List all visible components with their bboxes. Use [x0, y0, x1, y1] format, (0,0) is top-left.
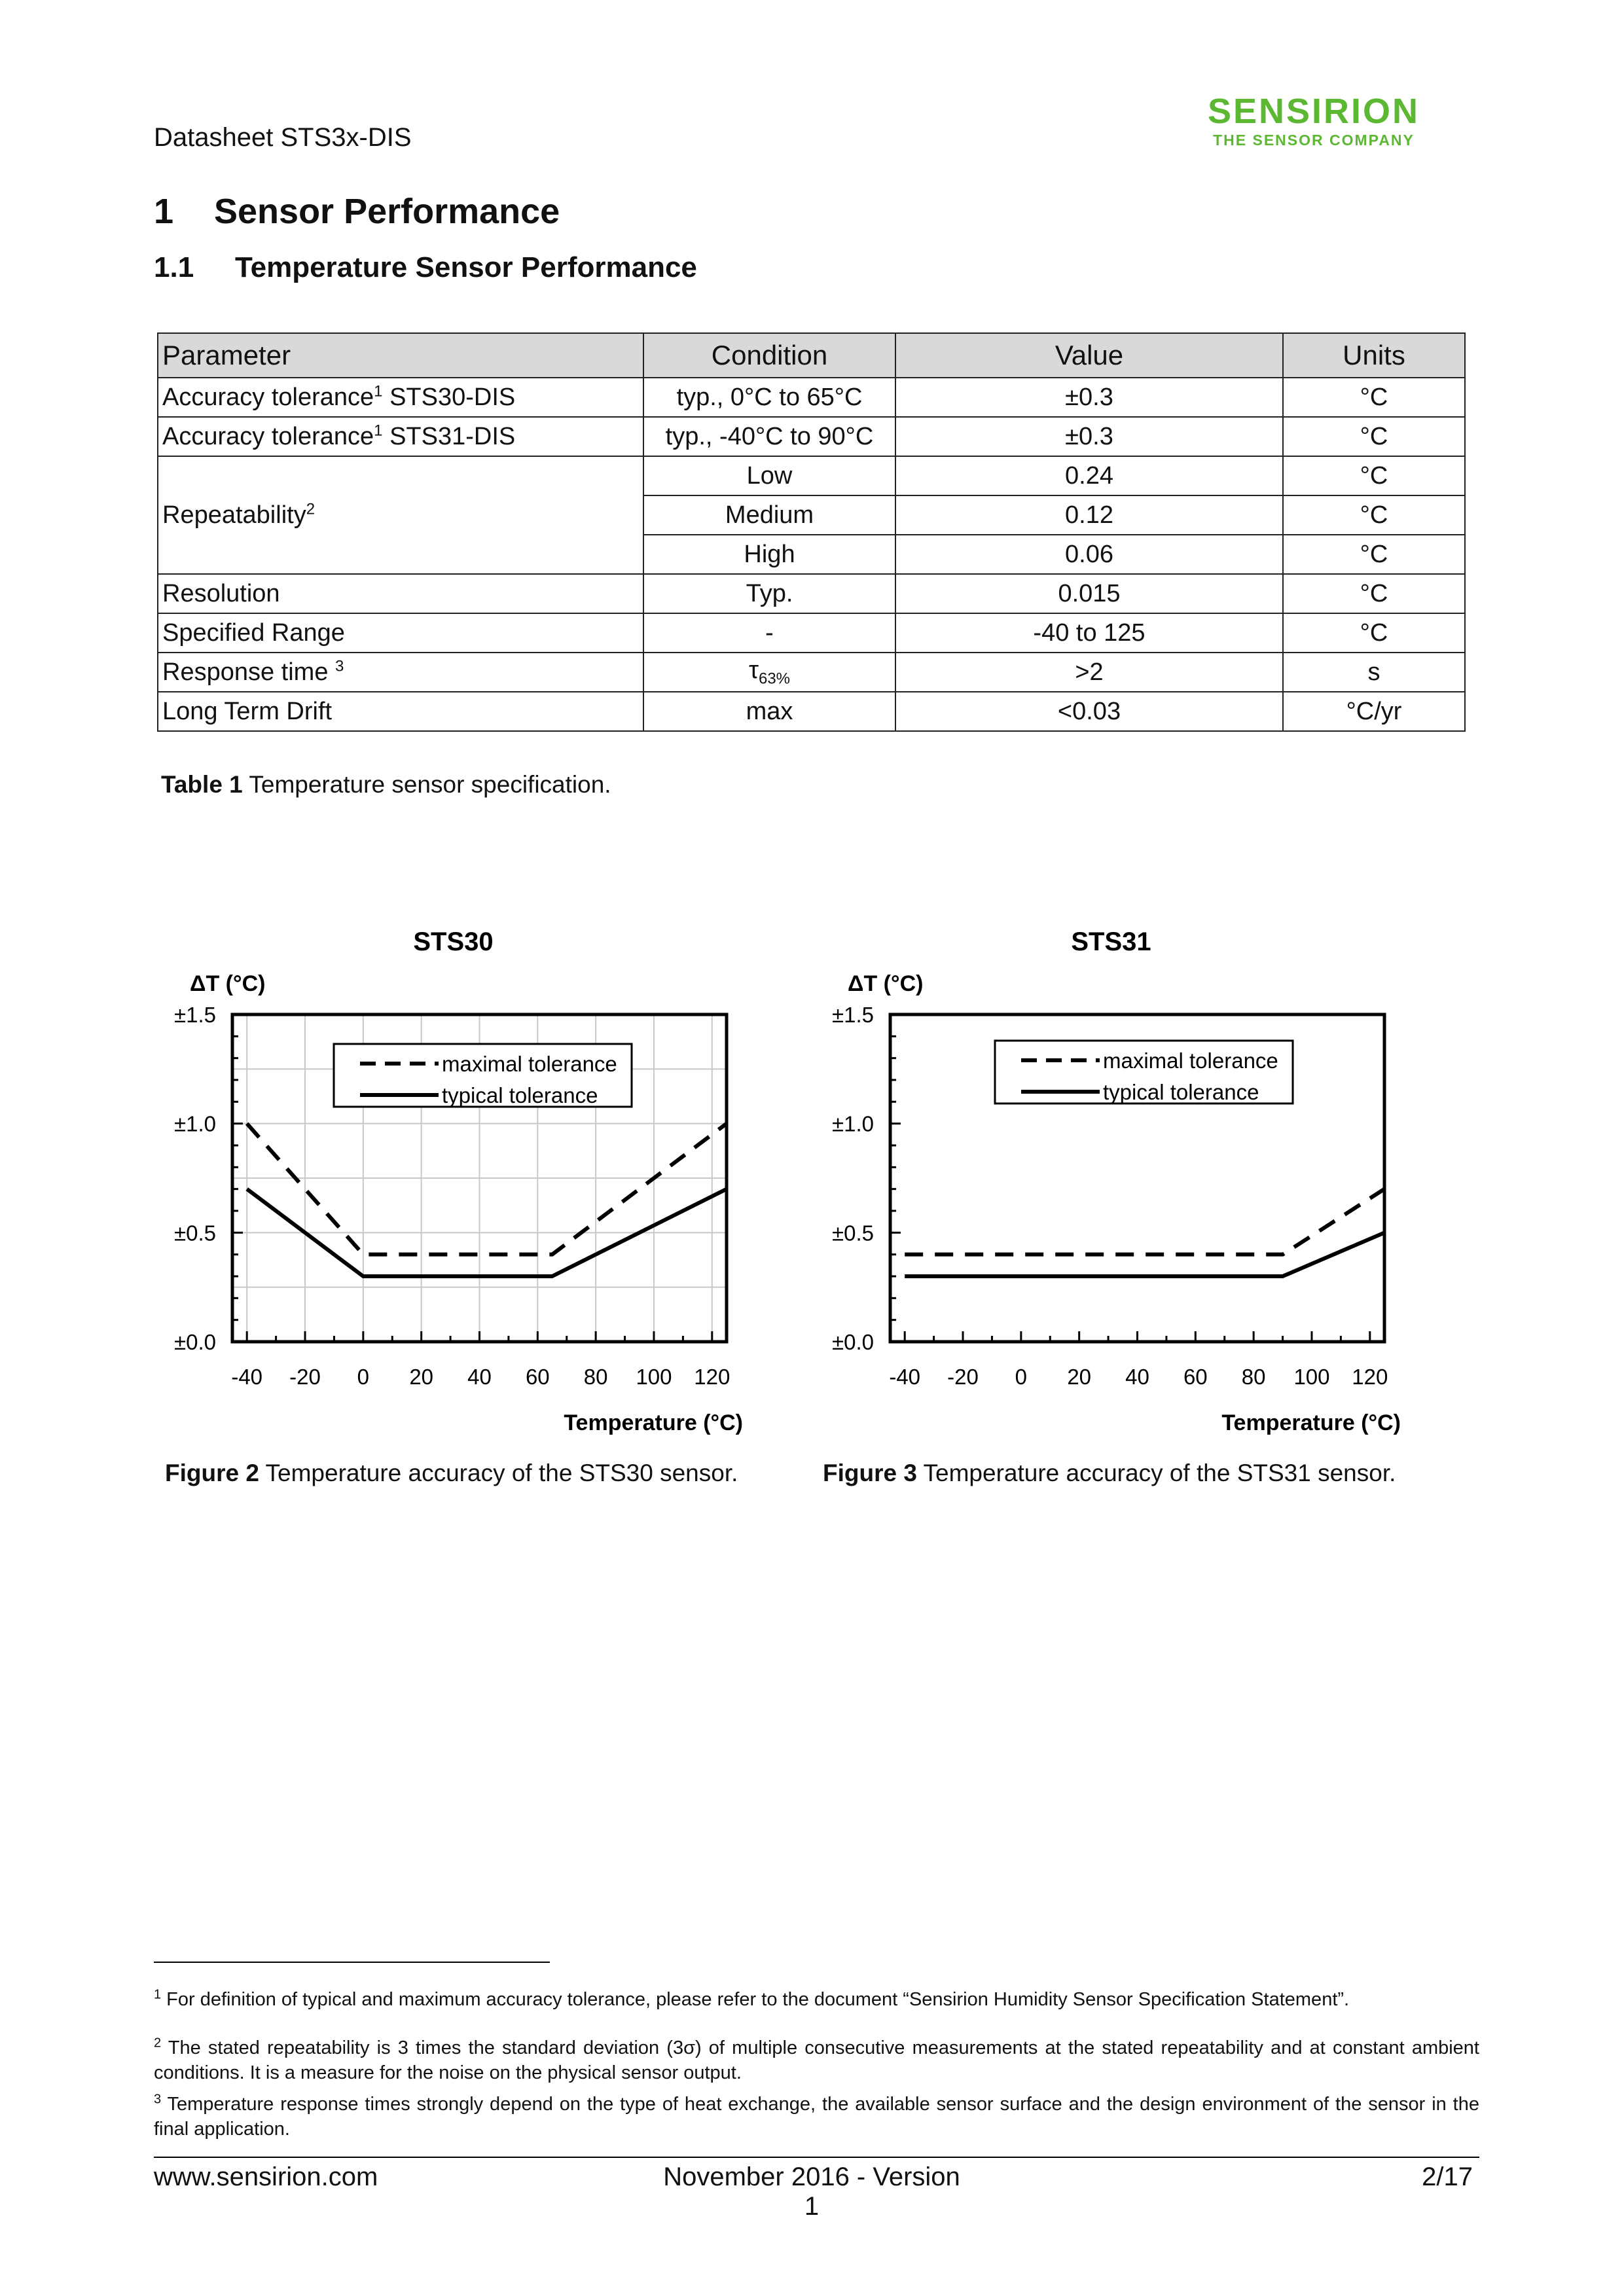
param-cell: Response time $^3$: [158, 653, 643, 692]
y-tick-label: ±1.0: [174, 1111, 216, 1136]
x-tick-label: 40: [1125, 1365, 1149, 1389]
x-tick-label: -40: [231, 1365, 263, 1389]
units-cell: °C: [1283, 535, 1465, 574]
units-cell: °C: [1283, 495, 1465, 535]
footer-website[interactable]: www.sensirion.com: [154, 2162, 378, 2191]
table-header-row: [158, 333, 1465, 378]
footnote-2: $^2$ The stated repeatability is 3 times the standard deviation (3σ) of multiple consecutive measurements at the stated repeatability and at constant ambient conditions. It is a measure for the noise on the physical sensor output.: [154, 2036, 1479, 2083]
y-tick-label: ±1.5: [832, 1003, 874, 1027]
sts31-accuracy-chart: [808, 910, 1437, 1446]
x-tick-label: 0: [357, 1365, 370, 1389]
param-cell: Accuracy tolerance$^1$ STS31-DIS: [158, 417, 643, 456]
y-tick-label: ±1.0: [832, 1111, 874, 1136]
x-tick-label: 120: [1352, 1365, 1388, 1389]
x-tick-label: 80: [583, 1365, 608, 1389]
x-tick-label: 60: [525, 1365, 550, 1389]
y-tick-label: ±1.5: [174, 1003, 216, 1027]
footnote-1: $^1$ For definition of typical and maximum accuracy tolerance, please refer to the document “Sensirion Humidity Sensor Specification Statement”.: [154, 1987, 1350, 2010]
x-tick-label: 40: [467, 1365, 492, 1389]
col-header-units: Units: [1283, 333, 1465, 378]
units-cell: °C: [1283, 456, 1465, 495]
value-cell: 0.12: [895, 495, 1283, 535]
condition-cell: typ., 0°C to 65°C: [643, 378, 895, 417]
figure-3-caption: Figure 3 Temperature accuracy of the STS31 sensor.: [823, 1460, 1396, 1486]
condition-cell: max: [643, 692, 895, 731]
x-tick-label: -20: [947, 1365, 979, 1389]
section-heading: [154, 191, 560, 232]
chart-title: STS31: [1071, 927, 1151, 956]
chart-title: STS30: [413, 927, 494, 956]
sensirion-logo: [1159, 92, 1470, 151]
value-cell: <0.03: [895, 692, 1283, 731]
y-axis-label: ΔT (°C): [848, 971, 924, 996]
x-tick-label: 20: [409, 1365, 434, 1389]
param-cell: Long Term Drift: [158, 692, 643, 731]
x-tick-label: 0: [1015, 1365, 1028, 1389]
units-cell: s: [1283, 653, 1465, 692]
col-header-value: Value: [895, 333, 1283, 378]
x-tick-label: 80: [1241, 1365, 1266, 1389]
subsection-heading: [154, 251, 697, 284]
value-cell: 0.06: [895, 535, 1283, 574]
footer-date-version: November 2016 - Version 1: [663, 2162, 960, 2221]
footnote-3: $^3$ Temperature response times strongly depend on the type of heat exchange, the available sensor surface and the design environment of the sensor in the final application.: [154, 2092, 1479, 2140]
param-cell: Resolution: [158, 574, 643, 613]
table-row: [158, 456, 1465, 495]
table-caption: Table 1 Temperature sensor specification.: [161, 771, 611, 798]
y-axis-label: ΔT (°C): [190, 971, 266, 996]
subsection-title: Temperature Sensor Performance: [235, 251, 697, 283]
table-row: [158, 613, 1465, 653]
value-cell: >2: [895, 653, 1283, 692]
x-axis-label: Temperature (°C): [1221, 1410, 1401, 1435]
x-tick-label: 100: [636, 1365, 672, 1389]
col-header-parameter: Parameter: [158, 333, 643, 378]
sts30-accuracy-chart: [151, 910, 779, 1446]
y-tick-label: ±0.5: [174, 1221, 216, 1246]
temperature-spec-table: [157, 332, 1466, 732]
table-row: [158, 417, 1465, 456]
figure-2-caption: Figure 2 Temperature accuracy of the STS30 sensor.: [165, 1460, 738, 1486]
logo-tagline: THE SENSOR COMPANY: [1213, 132, 1415, 149]
units-cell: °C: [1283, 378, 1465, 417]
document-title: Datasheet STS3x-DIS: [154, 123, 412, 152]
param-cell: Accuracy tolerance$^1$ STS30-DIS: [158, 378, 643, 417]
units-cell: °C/yr: [1283, 692, 1465, 731]
units-cell: °C: [1283, 613, 1465, 653]
table-row: [158, 574, 1465, 613]
condition-cell: $\tau_{63\%}$: [643, 653, 895, 692]
value-cell: ±0.3: [895, 378, 1283, 417]
y-tick-label: ±0.5: [832, 1221, 874, 1246]
col-header-condition: Condition: [643, 333, 895, 378]
value-cell: 0.015: [895, 574, 1283, 613]
value-cell: 0.24: [895, 456, 1283, 495]
section-title: Sensor Performance: [214, 192, 560, 231]
param-cell: Repeatability$^2$: [158, 456, 643, 574]
table-row: [158, 692, 1465, 731]
x-axis-label: Temperature (°C): [564, 1410, 743, 1435]
footer-separator: [154, 2157, 1479, 2158]
logo-brand: SENSIRION: [1207, 92, 1420, 131]
footnote-separator: [154, 1962, 550, 1963]
param-cell: Specified Range: [158, 613, 643, 653]
condition-cell: Medium: [643, 495, 895, 535]
x-tick-label: 100: [1293, 1365, 1330, 1389]
table-row: [158, 378, 1465, 417]
table-row: [158, 653, 1465, 692]
footer-page-number: 2/17: [1422, 2162, 1473, 2191]
y-tick-label: ±0.0: [832, 1330, 874, 1354]
legend-entry: maximal tolerance: [1103, 1049, 1278, 1073]
y-tick-label: ±0.0: [174, 1330, 216, 1354]
x-tick-label: -20: [289, 1365, 321, 1389]
section-number: 1: [154, 192, 174, 231]
units-cell: °C: [1283, 417, 1465, 456]
condition-cell: Low: [643, 456, 895, 495]
x-tick-label: 60: [1183, 1365, 1208, 1389]
x-tick-label: -40: [889, 1365, 921, 1389]
legend-entry: maximal tolerance: [442, 1052, 617, 1076]
condition-cell: typ., -40°C to 90°C: [643, 417, 895, 456]
condition-cell: High: [643, 535, 895, 574]
legend-entry: typical tolerance: [1103, 1080, 1259, 1104]
value-cell: ±0.3: [895, 417, 1283, 456]
value-cell: -40 to 125: [895, 613, 1283, 653]
subsection-number: 1.1: [154, 251, 194, 283]
x-tick-label: 20: [1067, 1365, 1092, 1389]
units-cell: °C: [1283, 574, 1465, 613]
legend-entry: typical tolerance: [442, 1083, 598, 1107]
condition-cell: -: [643, 613, 895, 653]
maximal-tolerance-line: [905, 1189, 1384, 1255]
maximal-tolerance-line: [247, 1124, 727, 1255]
x-tick-label: 120: [694, 1365, 731, 1389]
condition-cell: Typ.: [643, 574, 895, 613]
